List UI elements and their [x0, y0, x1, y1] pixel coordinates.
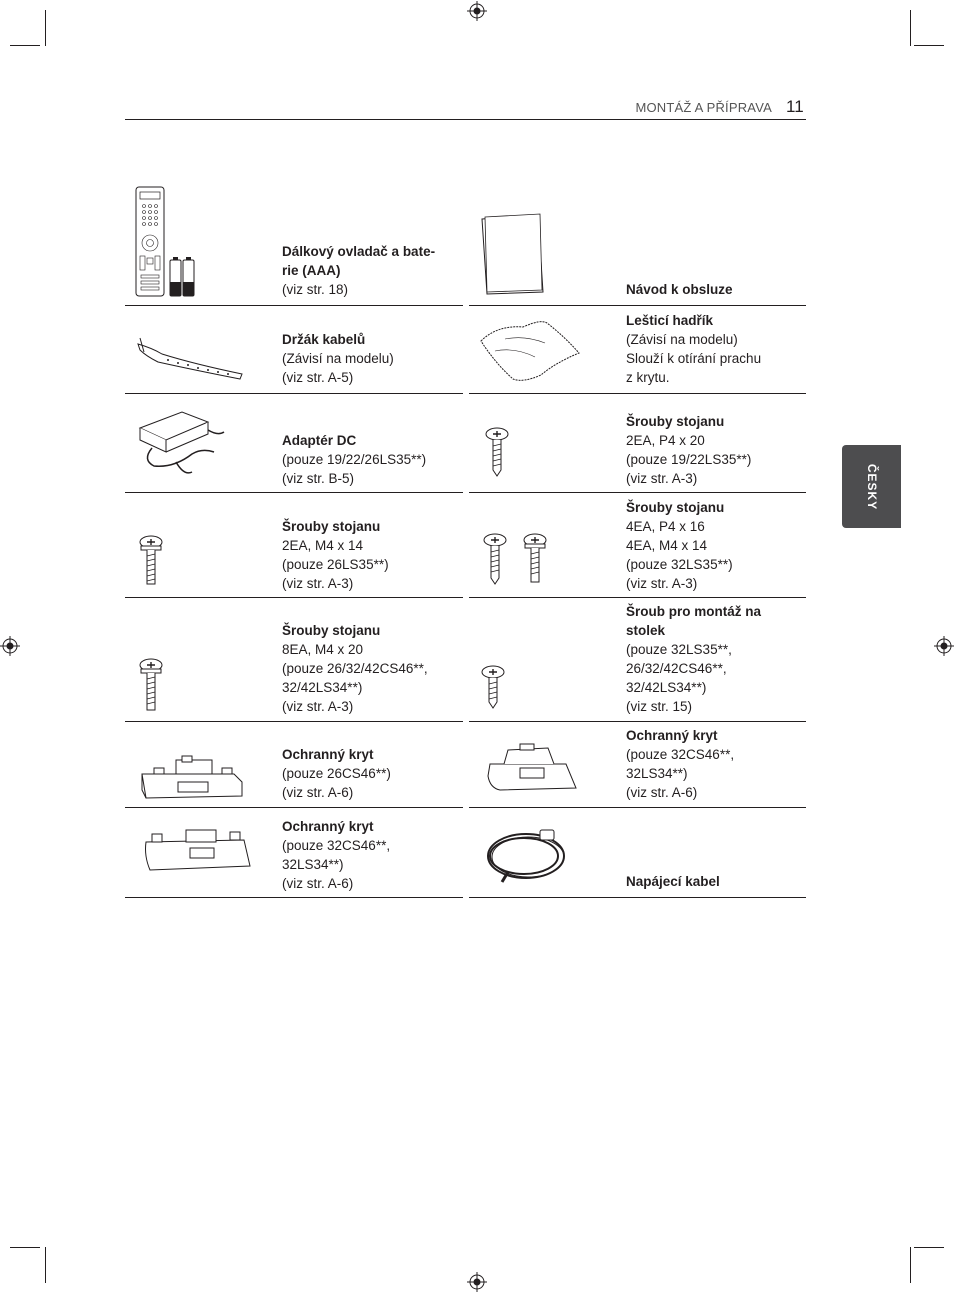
registration-mark-icon [934, 636, 954, 656]
screw-icon [138, 657, 164, 713]
header-rule [125, 119, 806, 120]
row-divider [469, 721, 806, 722]
row-divider [125, 807, 463, 808]
row-divider [125, 492, 463, 493]
row-divider [125, 721, 463, 722]
row-divider [469, 897, 806, 898]
row-divider [125, 393, 463, 394]
crop-mark [910, 10, 911, 46]
registration-mark-icon [467, 1, 487, 21]
page-number: 11 [786, 97, 804, 116]
crop-mark [10, 1247, 40, 1248]
row-divider [125, 305, 463, 306]
crop-mark [45, 1247, 46, 1283]
row-divider [469, 807, 806, 808]
screw-icon [480, 664, 506, 710]
protective-cover-icon [140, 826, 252, 874]
row-divider [125, 897, 463, 898]
dc-adapter-icon [136, 402, 228, 480]
crop-mark [10, 45, 40, 46]
screw-icon [484, 426, 510, 478]
registration-mark-icon [0, 636, 20, 656]
row-divider [469, 305, 806, 306]
registration-mark-icon [467, 1272, 487, 1292]
polishing-cloth-icon [475, 317, 585, 387]
row-divider [469, 492, 806, 493]
crop-mark [914, 1247, 944, 1248]
row-divider [469, 393, 806, 394]
remote-control-icon [134, 186, 199, 298]
cable-holder-icon [134, 332, 246, 382]
manual-book-icon [478, 212, 548, 296]
language-tab: ČESKY [842, 445, 901, 528]
protective-cover-icon [138, 754, 246, 804]
crop-mark [45, 10, 46, 46]
screw-icon [138, 534, 164, 588]
crop-mark [910, 1247, 911, 1283]
crop-mark [914, 45, 944, 46]
row-divider [125, 597, 463, 598]
power-cord-icon [484, 828, 574, 886]
section-title: MONTÁŽ A PŘÍPRAVA [635, 100, 772, 115]
screw-icon [482, 532, 548, 586]
protective-cover-icon [484, 742, 580, 794]
row-divider [469, 597, 806, 598]
